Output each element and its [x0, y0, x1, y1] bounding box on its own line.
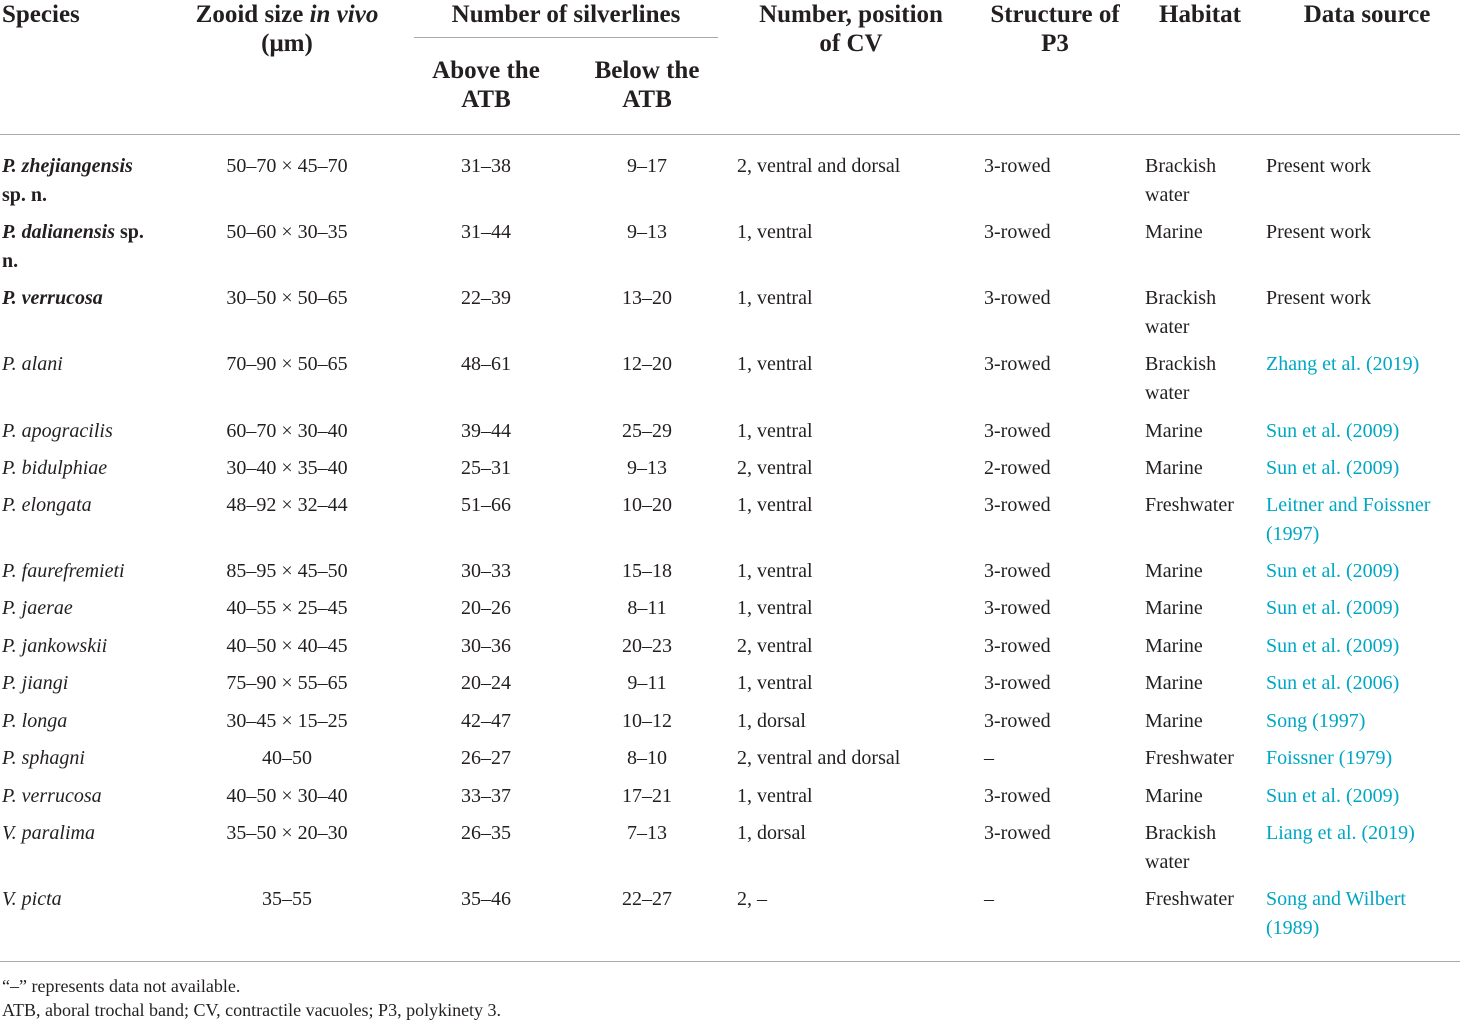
cv-number-position: 2, ventral	[737, 457, 813, 479]
silverlines-above-atb: 31–44	[461, 221, 511, 243]
zooid-size: 60–70 × 30–40	[226, 420, 348, 442]
species-name	[2, 557, 180, 586]
species-name-text: P. sphagni	[2, 747, 85, 769]
header-bottom-rule	[0, 134, 1460, 135]
footnote-abbreviations: ATB, aboral trochal band; CV, contractile vacuoles; P3, polykinety 3.	[2, 1000, 502, 1020]
header-below-atb-2: ATB	[622, 86, 672, 113]
species-name-text: P. longa	[2, 710, 68, 732]
species-name-suffix: sp.	[115, 221, 144, 243]
habitat: Brackish	[1145, 155, 1217, 177]
p3-structure: 3-rowed	[984, 420, 1051, 442]
species-name-text: V. picta	[2, 888, 62, 910]
species-name-text: P. elongata	[2, 494, 92, 516]
species-name-text: P. jaerae	[2, 597, 73, 619]
habitat: Marine	[1145, 560, 1203, 582]
data-source-link[interactable]: Sun et al. (2006)	[1266, 672, 1400, 694]
cv-number-position: 2, –	[737, 888, 767, 910]
species-name-text: P. dalianensis	[2, 221, 115, 243]
species-name	[2, 417, 180, 446]
zooid-size: 40–55 × 25–45	[226, 597, 348, 619]
footnote-dash: “–” represents data not available.	[2, 976, 241, 996]
header-p3: Structure of	[990, 1, 1120, 28]
species-name	[2, 454, 180, 483]
cv-number-position: 1, ventral	[737, 287, 813, 309]
habitat: Marine	[1145, 420, 1203, 442]
silverlines-below-atb: 10–12	[622, 710, 672, 732]
species-name-continued: sp. n.	[2, 184, 48, 206]
species-name-text: P. verrucosa	[2, 287, 103, 309]
silverlines-above-atb: 33–37	[461, 785, 511, 807]
zooid-size: 50–70 × 45–70	[226, 155, 348, 177]
p3-structure: 3-rowed	[984, 221, 1051, 243]
species-name	[2, 782, 180, 811]
header-cv-2: of CV	[819, 30, 883, 57]
header-zooid-size-unit: (μm)	[261, 30, 313, 57]
cv-number-position: 2, ventral and dorsal	[737, 747, 901, 769]
habitat-continued: water	[1145, 382, 1190, 404]
silverlines-below-atb: 13–20	[622, 287, 672, 309]
cv-number-position: 2, ventral	[737, 635, 813, 657]
header-zooid-size-italic: in vivo	[309, 1, 379, 28]
cv-number-position: 1, ventral	[737, 785, 813, 807]
zooid-size: 40–50 × 40–45	[226, 635, 348, 657]
p3-structure: 3-rowed	[984, 597, 1051, 619]
p3-structure: 2-rowed	[984, 457, 1051, 479]
habitat: Marine	[1145, 597, 1203, 619]
p3-structure: –	[984, 747, 994, 769]
habitat: Marine	[1145, 457, 1203, 479]
silverlines-above-atb: 30–36	[461, 635, 511, 657]
p3-structure: 3-rowed	[984, 494, 1051, 516]
data-source-link-continued[interactable]: (1989)	[1266, 917, 1320, 939]
species-name	[2, 152, 180, 181]
p3-structure: 3-rowed	[984, 710, 1051, 732]
species-name	[2, 350, 180, 379]
habitat-continued: water	[1145, 316, 1190, 338]
header-subrule	[414, 37, 718, 38]
silverlines-below-atb: 17–21	[622, 785, 672, 807]
header-zooid-size	[182, 0, 392, 29]
species-name	[2, 218, 180, 247]
p3-structure: 3-rowed	[984, 353, 1051, 375]
header-cv: Number, position	[759, 1, 943, 28]
zooid-size: 30–45 × 15–25	[226, 710, 348, 732]
data-source-link[interactable]: Sun et al. (2009)	[1266, 420, 1400, 442]
silverlines-below-atb: 20–23	[622, 635, 672, 657]
habitat: Marine	[1145, 221, 1203, 243]
species-name-text: P. jankowskii	[2, 635, 108, 657]
silverlines-above-atb: 20–26	[461, 597, 511, 619]
silverlines-above-atb: 48–61	[461, 353, 511, 375]
species-name	[2, 632, 180, 661]
data-source-link[interactable]: Sun et al. (2009)	[1266, 560, 1400, 582]
silverlines-below-atb: 15–18	[622, 560, 672, 582]
silverlines-below-atb: 9–13	[627, 221, 667, 243]
species-name-text: P. bidulphiae	[2, 457, 108, 479]
species-name	[2, 744, 180, 773]
p3-structure: 3-rowed	[984, 287, 1051, 309]
species-name	[2, 491, 180, 520]
data-source-link[interactable]: Liang et al. (2019)	[1266, 822, 1415, 844]
p3-structure: 3-rowed	[984, 785, 1051, 807]
zooid-size: 50–60 × 30–35	[226, 221, 348, 243]
data-source-link[interactable]: Song and Wilbert	[1266, 888, 1406, 910]
habitat: Freshwater	[1145, 494, 1234, 516]
header-p3-2: P3	[1041, 30, 1069, 57]
data-source-link[interactable]: Leitner and Foissner	[1266, 494, 1431, 516]
header-above-atb-2: ATB	[461, 86, 511, 113]
silverlines-above-atb: 26–35	[461, 822, 511, 844]
cv-number-position: 1, dorsal	[737, 822, 806, 844]
silverlines-below-atb: 9–13	[627, 457, 667, 479]
silverlines-above-atb: 51–66	[461, 494, 511, 516]
habitat: Marine	[1145, 672, 1203, 694]
silverlines-above-atb: 20–24	[461, 672, 511, 694]
silverlines-below-atb: 9–11	[627, 672, 667, 694]
data-source-link[interactable]: Sun et al. (2009)	[1266, 457, 1400, 479]
species-name	[2, 885, 180, 914]
zooid-size: 48–92 × 32–44	[226, 494, 348, 516]
cv-number-position: 1, ventral	[737, 560, 813, 582]
header-species: Species	[2, 1, 80, 28]
silverlines-below-atb: 25–29	[622, 420, 672, 442]
silverlines-above-atb: 26–27	[461, 747, 511, 769]
habitat: Marine	[1145, 710, 1203, 732]
habitat-continued: water	[1145, 851, 1190, 873]
species-name-text: P. jiangi	[2, 672, 69, 694]
silverlines-below-atb: 8–10	[627, 747, 667, 769]
cv-number-position: 2, ventral and dorsal	[737, 155, 901, 177]
species-name	[2, 284, 180, 313]
header-silverlines: Number of silverlines	[451, 1, 681, 28]
p3-structure: –	[984, 888, 994, 910]
header-habitat: Habitat	[1159, 1, 1241, 28]
p3-structure: 3-rowed	[984, 560, 1051, 582]
data-source-link[interactable]: Zhang et al. (2019)	[1266, 353, 1420, 375]
data-source: Present work	[1266, 221, 1371, 243]
habitat: Marine	[1145, 635, 1203, 657]
data-source-link-continued[interactable]: (1997)	[1266, 523, 1320, 545]
p3-structure: 3-rowed	[984, 822, 1051, 844]
data-source-link[interactable]: Sun et al. (2009)	[1266, 635, 1400, 657]
silverlines-above-atb: 25–31	[461, 457, 511, 479]
silverlines-above-atb: 30–33	[461, 560, 511, 582]
p3-structure: 3-rowed	[984, 635, 1051, 657]
silverlines-below-atb: 10–20	[622, 494, 672, 516]
silverlines-below-atb: 12–20	[622, 353, 672, 375]
data-source: Present work	[1266, 155, 1371, 177]
species-name-text: P. alani	[2, 353, 63, 375]
silverlines-below-atb: 8–11	[627, 597, 667, 619]
species-name-text: P. verrucosa	[2, 785, 102, 807]
cv-number-position: 1, ventral	[737, 420, 813, 442]
silverlines-above-atb: 22–39	[461, 287, 511, 309]
species-name-continued: n.	[2, 250, 19, 272]
data-source-link[interactable]: Foissner (1979)	[1266, 747, 1393, 769]
data-source-link[interactable]: Sun et al. (2009)	[1266, 785, 1400, 807]
data-source-link[interactable]: Sun et al. (2009)	[1266, 597, 1400, 619]
data-source: Present work	[1266, 287, 1371, 309]
species-name	[2, 819, 180, 848]
cv-number-position: 1, ventral	[737, 221, 813, 243]
habitat-continued: water	[1145, 184, 1190, 206]
cv-number-position: 1, ventral	[737, 494, 813, 516]
cv-number-position: 1, ventral	[737, 597, 813, 619]
p3-structure: 3-rowed	[984, 672, 1051, 694]
habitat: Brackish	[1145, 287, 1217, 309]
species-name-text: P. apogracilis	[2, 420, 113, 442]
species-name-text: P. faurefremieti	[2, 560, 125, 582]
habitat: Freshwater	[1145, 888, 1234, 910]
zooid-size: 35–55	[262, 888, 312, 910]
zooid-size: 75–90 × 55–65	[226, 672, 348, 694]
silverlines-below-atb: 9–17	[627, 155, 667, 177]
table-bottom-rule	[0, 961, 1460, 962]
zooid-size: 35–50 × 20–30	[226, 822, 348, 844]
cv-number-position: 1, ventral	[737, 672, 813, 694]
habitat: Freshwater	[1145, 747, 1234, 769]
silverlines-above-atb: 35–46	[461, 888, 511, 910]
silverlines-above-atb: 42–47	[461, 710, 511, 732]
species-name	[2, 669, 180, 698]
cv-number-position: 1, dorsal	[737, 710, 806, 732]
silverlines-below-atb: 22–27	[622, 888, 672, 910]
header-below-atb: Below the	[594, 57, 700, 84]
habitat: Marine	[1145, 785, 1203, 807]
zooid-size: 40–50	[262, 747, 312, 769]
species-name-text: P. zhejiangensis	[2, 155, 133, 177]
cv-number-position: 1, ventral	[737, 353, 813, 375]
habitat: Brackish	[1145, 353, 1217, 375]
zooid-size: 30–50 × 50–65	[226, 287, 348, 309]
p3-structure: 3-rowed	[984, 155, 1051, 177]
zooid-size: 40–50 × 30–40	[226, 785, 348, 807]
header-zooid-size-label: Zooid size	[195, 1, 304, 28]
zooid-size: 85–95 × 45–50	[226, 560, 348, 582]
zooid-size: 70–90 × 50–65	[226, 353, 348, 375]
silverlines-below-atb: 7–13	[627, 822, 667, 844]
species-name	[2, 707, 180, 736]
header-above-atb: Above the	[432, 57, 540, 84]
silverlines-above-atb: 31–38	[461, 155, 511, 177]
habitat: Brackish	[1145, 822, 1217, 844]
species-name	[2, 594, 180, 623]
species-name-text: V. paralima	[2, 822, 95, 844]
silverlines-above-atb: 39–44	[461, 420, 511, 442]
data-source-link[interactable]: Song (1997)	[1266, 710, 1366, 732]
header-data-source: Data source	[1303, 1, 1431, 28]
zooid-size: 30–40 × 35–40	[226, 457, 348, 479]
